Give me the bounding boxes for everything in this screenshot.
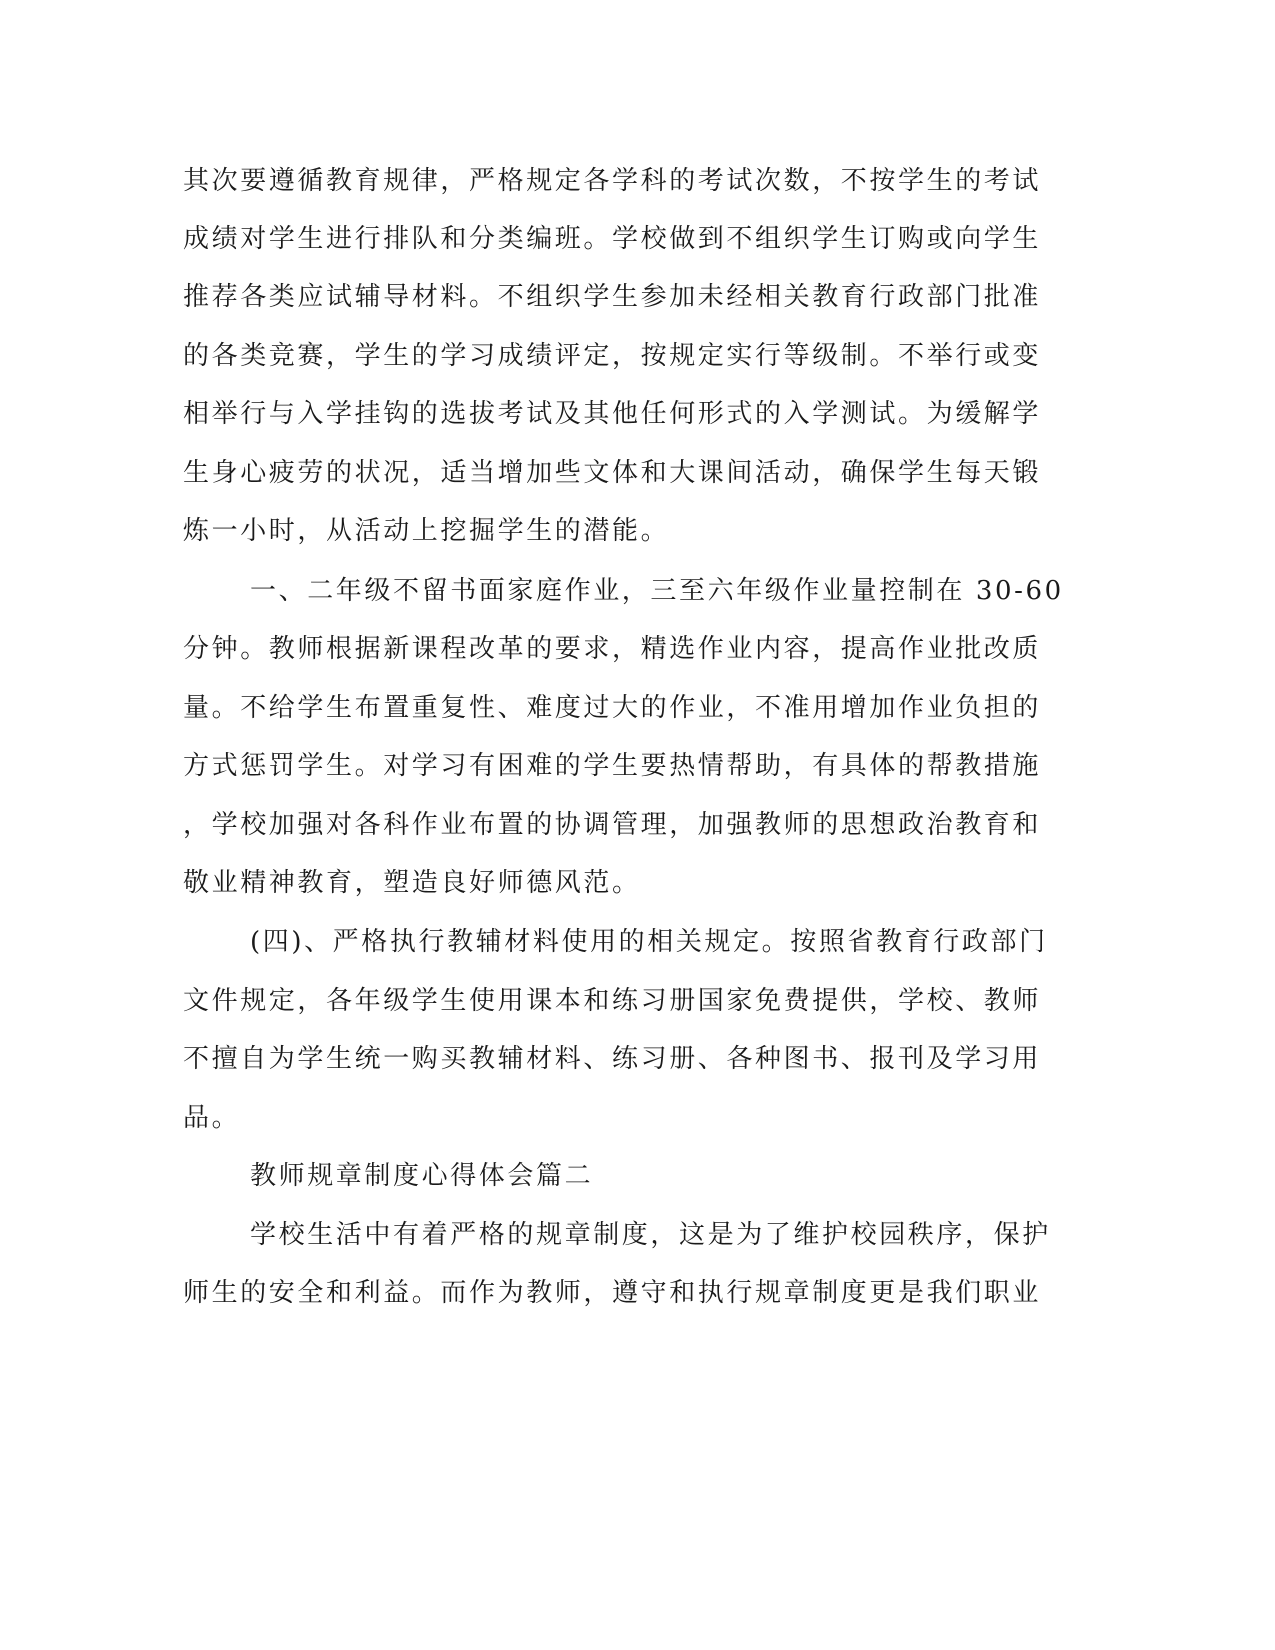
body-text-line: 的各类竞赛，学生的学习成绩评定，按规定实行等级制。不举行或变 bbox=[183, 341, 1042, 371]
body-text-line: 相举行与入学挂钩的选拔考试及其他任何形式的入学测试。为缓解学 bbox=[183, 399, 1042, 429]
body-text-line: 量。不给学生布置重复性、难度过大的作业，不准用增加作业负担的 bbox=[183, 693, 1042, 723]
body-text-line: 生身心疲劳的状况，适当增加些文体和大课间活动，确保学生每天锻 bbox=[183, 458, 1042, 488]
paragraph-first-line: 一、二年级不留书面家庭作业，三至六年级作业量控制在 30-60 bbox=[250, 576, 1064, 606]
body-text-line: 师生的安全和利益。而作为教师，遵守和执行规章制度更是我们职业 bbox=[183, 1278, 1042, 1308]
body-text-line: 文件规定，各年级学生使用课本和练习册国家免费提供，学校、教师 bbox=[183, 986, 1042, 1016]
body-text-line: 其次要遵循教育规律，严格规定各学科的考试次数，不按学生的考试 bbox=[183, 166, 1042, 196]
body-text-line: 成绩对学生进行排队和分类编班。学校做到不组织学生订购或向学生 bbox=[183, 224, 1042, 254]
body-text-line: ，学校加强对各科作业布置的协调管理，加强教师的思想政治教育和 bbox=[183, 810, 1042, 840]
body-text-line: 分钟。教师根据新课程改革的要求，精选作业内容，提高作业批改质 bbox=[183, 634, 1042, 664]
body-text-line: 品。 bbox=[183, 1103, 241, 1133]
body-text-line: 炼一小时，从活动上挖掘学生的潜能。 bbox=[183, 516, 670, 546]
body-text-line: 敬业精神教育，塑造良好师德风范。 bbox=[183, 868, 641, 898]
paragraph-first-line: (四)、严格执行教辅材料使用的相关规定。按照省教育行政部门 bbox=[250, 927, 1048, 957]
section-heading: 教师规章制度心得体会篇二 bbox=[250, 1161, 594, 1191]
paragraph-first-line: 学校生活中有着严格的规章制度，这是为了维护校园秩序，保护 bbox=[250, 1220, 1051, 1250]
body-text-line: 不擅自为学生统一购买教辅材料、练习册、各种图书、报刊及学习用 bbox=[183, 1044, 1042, 1074]
body-text-line: 推荐各类应试辅导材料。不组织学生参加未经相关教育行政部门批准 bbox=[183, 282, 1042, 312]
body-text-line: 方式惩罚学生。对学习有困难的学生要热情帮助，有具体的帮教措施 bbox=[183, 751, 1042, 781]
